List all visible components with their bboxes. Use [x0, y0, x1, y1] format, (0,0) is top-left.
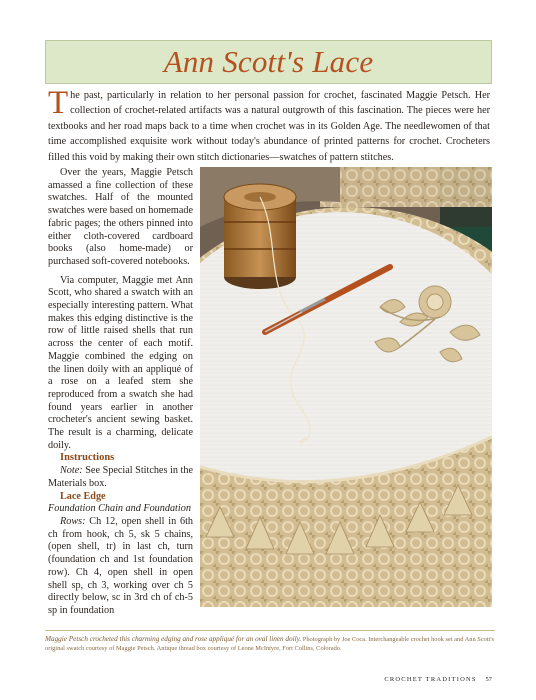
- rows-label: Rows:: [60, 515, 86, 527]
- title-banner: [45, 40, 492, 84]
- intro-paragraph: [48, 85, 490, 165]
- foundation-heading: Foundation Chain and Foundation: [48, 503, 191, 515]
- page-title: Ann Scott's Lace: [163, 44, 374, 79]
- footer-section: CROCHET TRADITIONS: [384, 676, 477, 683]
- body-paragraph-2: Via computer, Maggie met Ann Scott, who shared a swatch with an especially interesting pattern. What makes this edging distinctive is the row of little raised shells that run across the center of each motif. Maggie combined the edging on the linen doily with an appliqué of a rose on a leafed stem she reproduced from a swatch she had found years earlier in another crocheter's ancient sewing basket. The result is a charming, delicate doily.: [48, 274, 193, 451]
- doily-photo-illustration: [200, 167, 492, 607]
- drop-cap: T: [48, 85, 69, 121]
- intro-text: he past, particularly in relation to her personal passion for crochet, fascinated Maggie Petsch. Her collection of crochet-related artifacts was a natural outgrowth of this fascination. The pieces were her textbooks and her road maps back to a time when crochet was in its Golden Age. The needlewomen of that time accomplished exquisite work without today's abundance of printed patterns for crochet. Crocheters filled this void by making their own stitch dictionaries—swatches of pattern stitches.: [48, 90, 490, 163]
- page-number: 57: [485, 676, 492, 683]
- note-line: [48, 465, 193, 490]
- instructions-heading: Instructions: [60, 452, 115, 464]
- page-footer: [384, 676, 492, 683]
- body-paragraph-1: Over the years, Maggie Petsch amassed a fine collection of these swatches. Half of the mounted swatches were based on homemade fabric pages; the others pinned into either cloth-covered cardboard books (also home-made) or purchased soft-covered notebooks.: [48, 167, 193, 267]
- note-label: Note:: [60, 465, 83, 477]
- rows-text: Ch 12, open shell in 6th ch from hook, ch 5, sk 5 chains, (open shell, tr) in last ch, turn (foundation ch and 1st foundation row). Ch 4, open shell in open shell sp, ch 3, working over ch 5 directly below, sc in 3rd ch of ch-5 sp in foundation: [48, 515, 194, 616]
- photo-caption: [45, 630, 495, 653]
- caption-credit: Photograph by Joe Coca. Interchangeable crochet hook set and Ann Scott's original swatch courtesy of Maggie Petsch. Antique thread box courtesy of Leone McIntyre, Fort Collins, Colorado.: [45, 636, 495, 652]
- note-text: See Special Stitches in the Materials box.: [48, 465, 193, 489]
- body-column: [48, 167, 193, 618]
- rows-line: [48, 516, 193, 618]
- doily-photo: [200, 167, 492, 607]
- caption-lead: Maggie Petsch crocheted this charming edging and rose appliqué for an oval linen doily.: [45, 635, 302, 643]
- lace-edge-heading: Lace Edge: [60, 490, 106, 502]
